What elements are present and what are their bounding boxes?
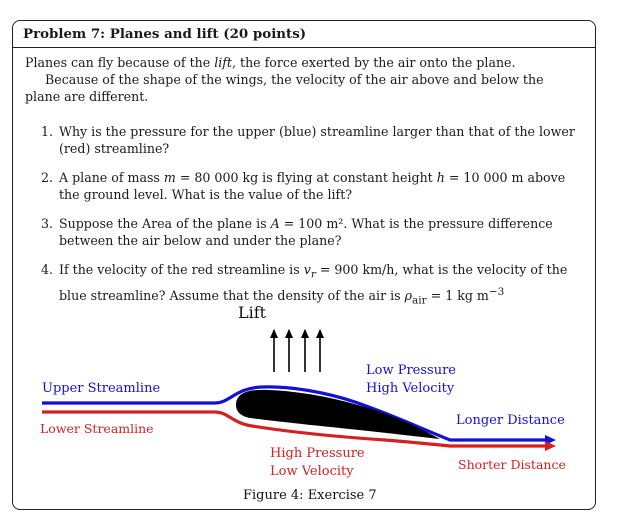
shorter-distance-label: Shorter Distance [458,457,566,472]
intro-paragraph-2: Because of the shape of the wings, the velocity of the air above and below the plane are different. [25,72,544,104]
low-pressure-label: Low Pressure [366,363,456,378]
lift-term: lift [214,55,232,70]
lift-arrows [270,329,324,372]
high-velocity-label: High Velocity [366,381,455,396]
low-velocity-label: Low Velocity [270,464,354,479]
question-2: 2. A plane of mass m = 80 000 kg is flying at constant height h = 10 000 m above the ground level. What is the value of the lift? [57,169,581,203]
question-4: 4. If the velocity of the red streamline is $v_r = 900$ km/h, what is the velocity of the blue streamline? Assume that the density of the air is $\rho_{air} = 1$ kg $m^{-3}$ [57,261,581,309]
problem-title: Problem 7: Planes and lift (20 points) [13,21,595,48]
lower-streamline-label: Lower Streamline [40,421,154,436]
question-1: 1. Why is the pressure for the upper (blue) streamline larger than that of the lower (red) streamline? [57,123,581,157]
lift-arrowhead [270,329,278,338]
question-3: 3. Suppose the Area of the plane is A = 100 m². What is the pressure difference between the air below and under the plane? [57,215,581,249]
high-pressure-label: High Pressure [270,446,365,461]
figure-caption: Figure 4: Exercise 7 [243,488,377,503]
lift-arrowhead [301,329,309,338]
lift-label: Lift [238,303,267,322]
intro-paragraph: Planes can fly because of the lift, the force exerted by the air onto the plane. [25,55,516,70]
lift-arrowhead [285,329,293,338]
lift-arrowhead [316,329,324,338]
upper-streamline-label: Upper Streamline [42,381,161,396]
longer-distance-label: Longer Distance [456,413,565,428]
